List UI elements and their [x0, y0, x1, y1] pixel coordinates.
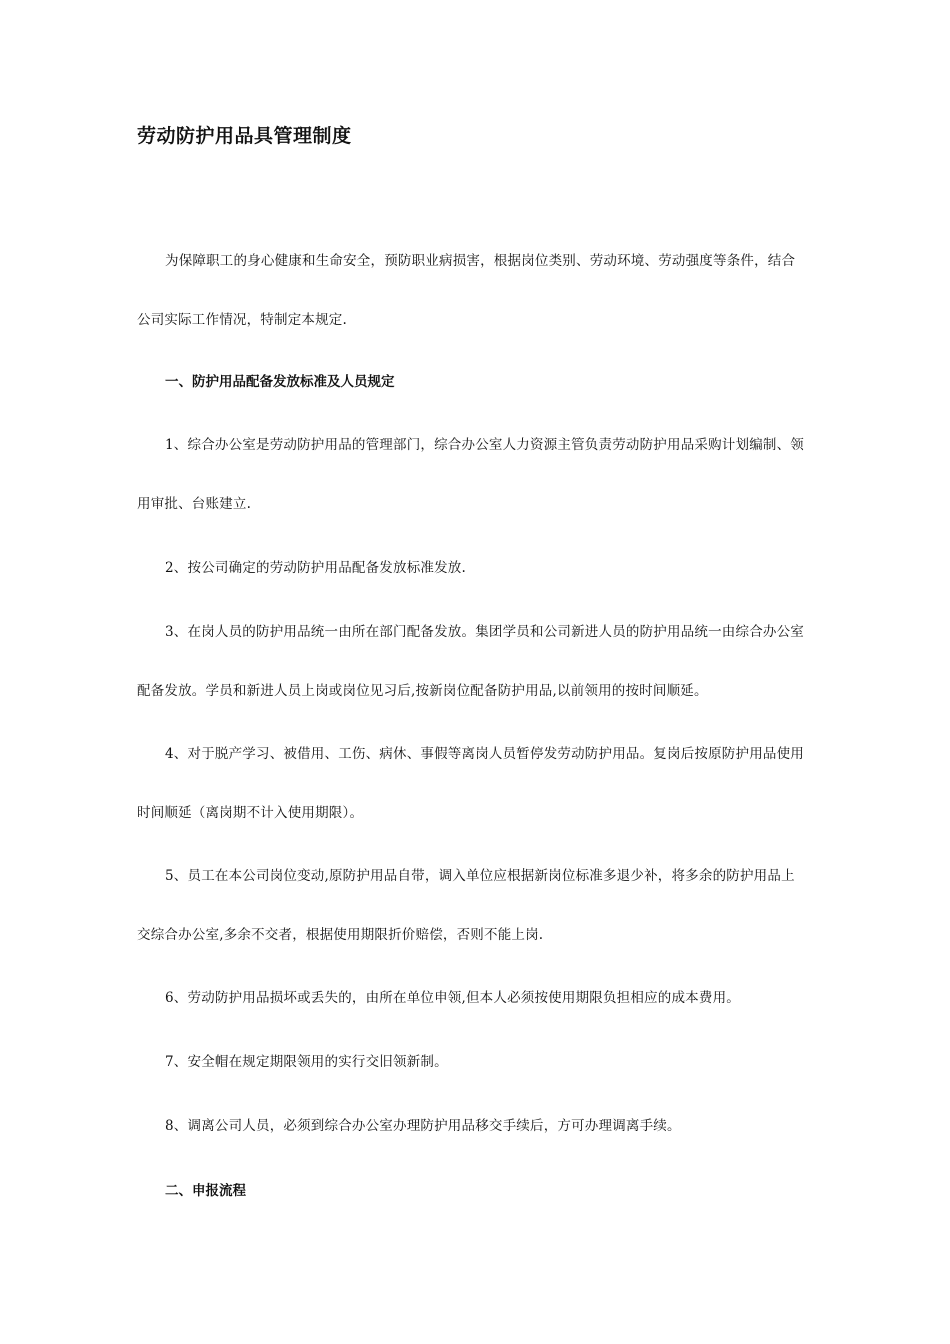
item-4-line-1: 4、对于脱产学习、被借用、工伤、病休、事假等离岗人员暂停发劳动防护用品。复岗后按原防护用品使用: [165, 746, 804, 762]
section-1-heading: 一、防护用品配备发放标准及人员规定: [165, 374, 395, 390]
item-1-line-1: 1、综合办公室是劳动防护用品的管理部门，综合办公室人力资源主管负责劳动防护用品采购计划编制、领: [165, 437, 804, 453]
item-6-line-1: 6、劳动防护用品损坏或丢失的，由所在单位申领,但本人必须按使用期限负担相应的成本费用。: [165, 990, 740, 1006]
item-1-line-2: 用审批、台账建立.: [137, 496, 252, 512]
item-2-line-1: 2、按公司确定的劳动防护用品配备发放标准发放.: [165, 560, 466, 576]
intro-line-1: 为保障职工的身心健康和生命安全，预防职业病损害，根据岗位类别、劳动环境、劳动强度等条件，结合: [165, 253, 796, 269]
section-2-heading: 二、申报流程: [165, 1183, 246, 1199]
item-5-line-2: 交综合办公室,多余不交者，根据使用期限折价赔偿，否则不能上岗.: [137, 927, 544, 943]
item-8-line-1: 8、调离公司人员，必须到综合办公室办理防护用品移交手续后，方可办理调离手续。: [165, 1118, 681, 1134]
intro-line-2: 公司实际工作情况，特制定本规定.: [137, 312, 347, 328]
document-title: 劳动防护用品具管理制度: [137, 125, 352, 147]
item-3-line-2: 配备发放。学员和新进人员上岗或岗位见习后,按新岗位配备防护用品,以前领用的按时间顺延。: [137, 683, 708, 699]
item-3-line-1: 3、在岗人员的防护用品统一由所在部门配备发放。集团学员和公司新进人员的防护用品统一由综合办公室: [165, 624, 804, 640]
item-4-line-2: 时间顺延（离岗期不计入使用期限）。: [137, 805, 364, 821]
item-5-line-1: 5、员工在本公司岗位变动,原防护用品自带，调入单位应根据新岗位标准多退少补，将多余的防护用品上: [165, 868, 795, 884]
item-7-line-1: 7、安全帽在规定期限领用的实行交旧领新制。: [165, 1054, 448, 1070]
